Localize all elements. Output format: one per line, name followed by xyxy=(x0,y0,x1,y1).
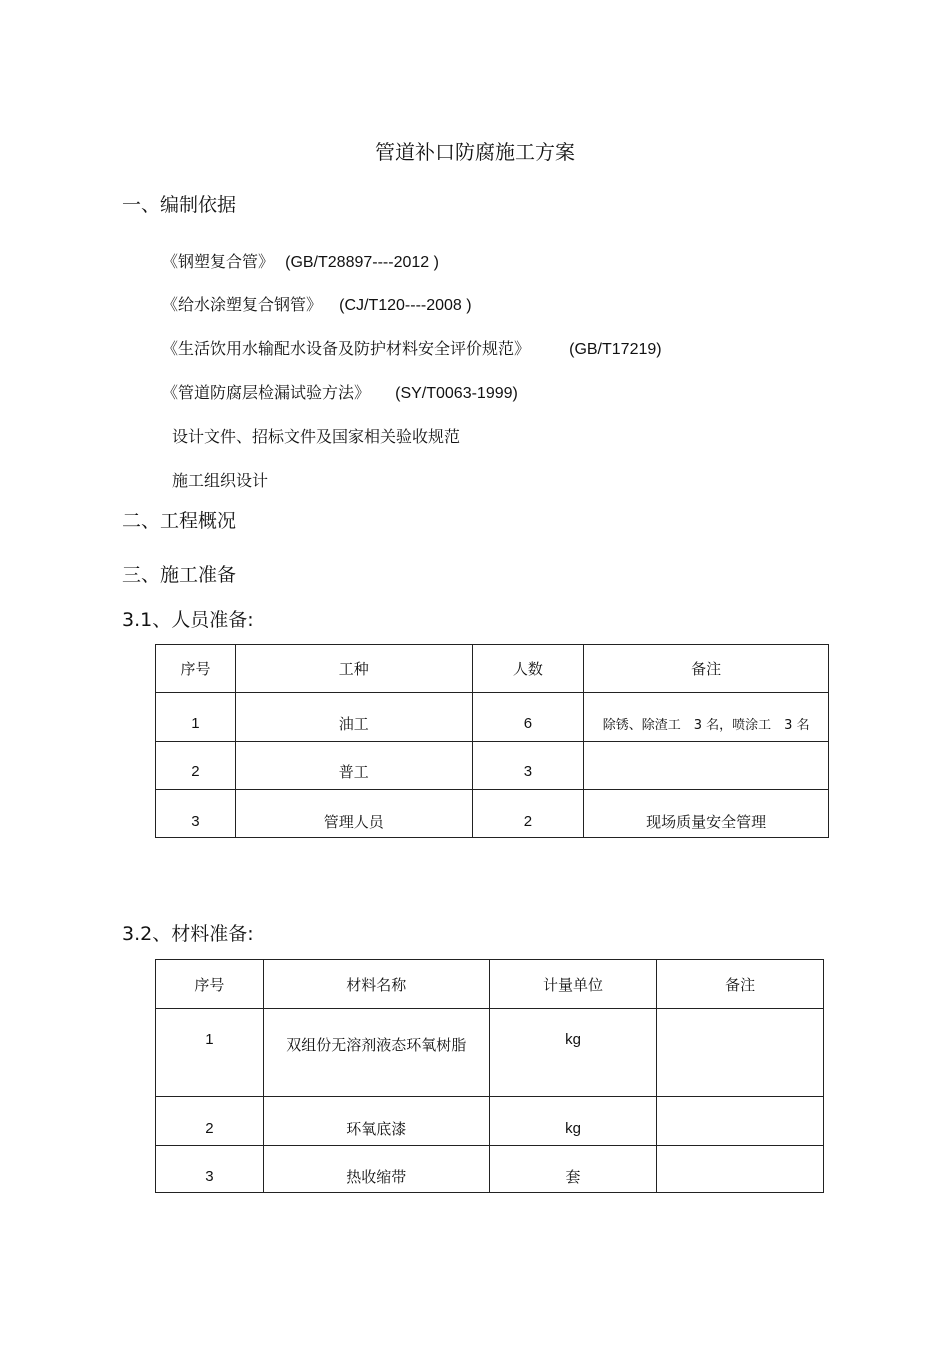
table-row xyxy=(156,790,829,838)
reference-text: 施工组织设计 xyxy=(172,471,269,490)
table-cell: 油工 xyxy=(235,693,472,742)
table-cell: 现场质量安全管理 xyxy=(584,790,829,838)
section-heading-overview: 二、工程概况 xyxy=(122,510,237,532)
reference-code: (GB/T28897----2012 ) xyxy=(285,254,439,271)
table-header-row xyxy=(156,960,824,1009)
table-header-cell: 序号 xyxy=(156,960,264,1009)
table-row xyxy=(156,1146,824,1193)
document-title: 管道补口防腐施工方案 xyxy=(375,140,575,164)
table-cell: 管理人员 xyxy=(235,790,472,838)
personnel-table xyxy=(155,644,829,838)
table-cell: 2 xyxy=(156,1097,264,1146)
table-header-cell: 工种 xyxy=(235,645,472,693)
reference-code: (CJ/T120----2008 ) xyxy=(339,297,472,314)
table-cell xyxy=(657,1097,824,1146)
table-header-cell: 序号 xyxy=(156,645,236,693)
table-cell xyxy=(584,742,829,790)
table-cell: 3 xyxy=(156,790,236,838)
table-cell: 3 xyxy=(472,742,584,790)
table-cell: 热收缩带 xyxy=(263,1146,489,1193)
reference-item xyxy=(162,249,439,272)
table-header-cell: 备注 xyxy=(657,960,824,1009)
table-cell: 环氧底漆 xyxy=(263,1097,489,1146)
reference-code: (GB/T17219) xyxy=(569,341,662,358)
table-cell: 6 xyxy=(472,693,584,742)
table-cell: 除锈、除渣工 3 名，喷涂工 3 名 xyxy=(584,693,829,742)
table-cell xyxy=(263,1009,489,1097)
table-cell: 2 xyxy=(472,790,584,838)
reference-name: 《管道防腐层检漏试验方法》 xyxy=(162,383,371,402)
reference-item xyxy=(162,292,472,315)
table-cell xyxy=(657,1146,824,1193)
table-header-cell: 人数 xyxy=(472,645,584,693)
material-name-text: 双组份无溶剂液态环氧树脂 xyxy=(286,1036,467,1054)
reference-item xyxy=(162,380,518,403)
subsection-heading-materials: 3.2、材料准备: xyxy=(122,923,254,945)
section-heading-basis: 一、编制依据 xyxy=(122,194,237,216)
table-cell: kg xyxy=(489,1009,657,1097)
table-header-row xyxy=(156,645,829,693)
subsection-heading-personnel: 3.1、人员准备: xyxy=(122,609,254,631)
table-header-cell: 计量单位 xyxy=(489,960,657,1009)
table-row xyxy=(156,1097,824,1146)
materials-table xyxy=(155,959,824,1193)
table-header-cell: 备注 xyxy=(584,645,829,693)
reference-name: 《生活饮用水输配水设备及防护材料安全评价规范》 xyxy=(162,339,531,358)
table-row xyxy=(156,742,829,790)
reference-code: (SY/T0063-1999) xyxy=(395,385,518,402)
table-cell: 1 xyxy=(156,693,236,742)
table-row xyxy=(156,693,829,742)
reference-name: 《给水涂塑复合钢管》 xyxy=(162,295,323,314)
table-cell: 2 xyxy=(156,742,236,790)
reference-item xyxy=(162,336,662,359)
table-header-cell: 材料名称 xyxy=(263,960,489,1009)
table-cell xyxy=(657,1009,824,1097)
table-cell: 3 xyxy=(156,1146,264,1193)
reference-name: 《钢塑复合管》 xyxy=(162,252,275,271)
table-cell: 1 xyxy=(156,1009,264,1097)
table-row xyxy=(156,1009,824,1097)
section-heading-preparation: 三、施工准备 xyxy=(122,564,237,586)
reference-text: 设计文件、招标文件及国家相关验收规范 xyxy=(172,427,461,446)
table-cell: 套 xyxy=(489,1146,657,1193)
table-cell: kg xyxy=(489,1097,657,1146)
table-cell: 普工 xyxy=(235,742,472,790)
